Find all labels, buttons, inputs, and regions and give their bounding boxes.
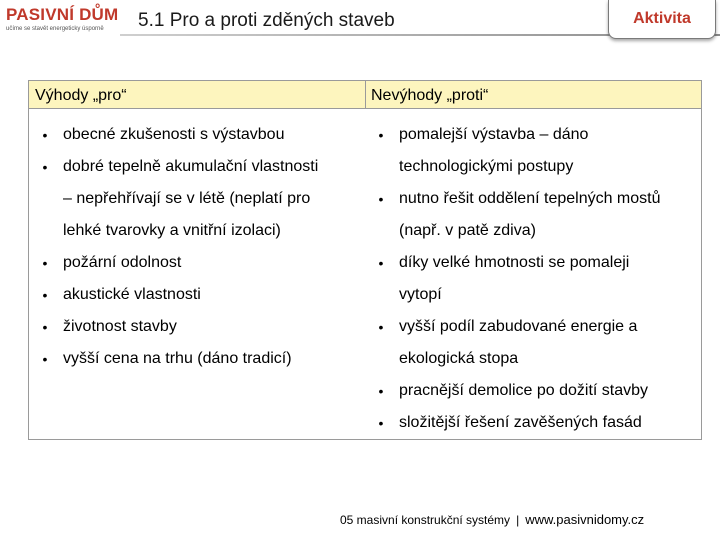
cons-item-line: vyšší podíl zabudované energie a bbox=[399, 318, 638, 335]
pros-item-line: lehké tvarovky a vnitřní izolaci) bbox=[63, 222, 281, 239]
cons-list bbox=[365, 119, 701, 439]
cons-item-line: složitější řešení zavěšených fasád bbox=[399, 414, 642, 431]
cons-item-line: ekologická stopa bbox=[399, 350, 519, 367]
bullet-icon: • bbox=[378, 383, 384, 399]
bullet-icon: • bbox=[378, 127, 384, 143]
bullet-icon: • bbox=[378, 255, 384, 271]
cons-item-line: technologickými postupy bbox=[399, 158, 574, 175]
footer bbox=[340, 512, 644, 527]
pros-item bbox=[29, 343, 365, 375]
page-title: 5.1 Pro a proti zděných staveb bbox=[138, 10, 395, 31]
bullet-icon: • bbox=[42, 287, 48, 303]
pros-item-line: životnost stavby bbox=[63, 318, 177, 335]
footer-url[interactable]: www.pasivnidomy.cz bbox=[525, 512, 645, 527]
pros-item-line: vyšší cena na trhu (dáno tradicí) bbox=[63, 350, 292, 367]
column-divider bbox=[365, 81, 366, 109]
bullet-icon: • bbox=[378, 191, 384, 207]
cons-item bbox=[365, 311, 701, 375]
cons-item-line: nutno řešit oddělení tepelných mostů bbox=[399, 190, 661, 207]
bullet-icon: • bbox=[42, 127, 48, 143]
bullet-icon: • bbox=[378, 319, 384, 335]
cons-item bbox=[365, 247, 701, 311]
pros-item-line: – nepřehřívají se v létě (neplatí pro bbox=[63, 190, 311, 207]
cons-header: Nevýhody „proti“ bbox=[365, 81, 701, 109]
cons-item bbox=[365, 183, 701, 247]
cons-item-line: pomalejší výstavba – dáno bbox=[399, 126, 589, 143]
bullet-icon: • bbox=[42, 319, 48, 335]
cons-item-line: vytopí bbox=[399, 286, 442, 303]
pros-item bbox=[29, 119, 365, 151]
pros-header: Výhody „pro“ bbox=[29, 81, 365, 109]
pros-item-line: obecné zkušenosti s výstavbou bbox=[63, 126, 285, 143]
cons-item bbox=[365, 375, 701, 407]
pros-item bbox=[29, 311, 365, 343]
logo bbox=[6, 6, 124, 40]
pros-item bbox=[29, 247, 365, 279]
cons-item bbox=[365, 407, 701, 439]
cons-item bbox=[365, 119, 701, 183]
activity-button[interactable] bbox=[608, 0, 716, 39]
logo-title: PASIVNÍ DŮM bbox=[6, 5, 119, 24]
bullet-icon: • bbox=[42, 351, 48, 367]
pros-cons-table bbox=[28, 80, 702, 440]
pros-list bbox=[29, 119, 365, 375]
cons-item-line: pracnější demolice po dožití stavby bbox=[399, 382, 649, 399]
pros-item bbox=[29, 279, 365, 311]
bullet-icon: • bbox=[42, 159, 48, 175]
logo-subtitle: učíme se stavět energeticky úsporně bbox=[6, 26, 104, 32]
pros-item-line: požární odolnost bbox=[63, 254, 182, 271]
bullet-icon: • bbox=[42, 255, 48, 271]
footer-text: 05 masivní konstrukční systémy bbox=[340, 513, 511, 527]
pros-item-line: akustické vlastnosti bbox=[63, 286, 201, 303]
cons-item-line: (např. v patě zdiva) bbox=[399, 222, 536, 239]
pros-item-line: dobré tepelně akumulační vlastnosti bbox=[63, 158, 319, 175]
cons-item-line: díky velké hmotnosti se pomaleji bbox=[399, 254, 630, 271]
footer-separator: | bbox=[516, 513, 520, 527]
pros-item bbox=[29, 151, 365, 247]
activity-label: Aktivita bbox=[633, 10, 691, 27]
bullet-icon: • bbox=[378, 415, 384, 431]
